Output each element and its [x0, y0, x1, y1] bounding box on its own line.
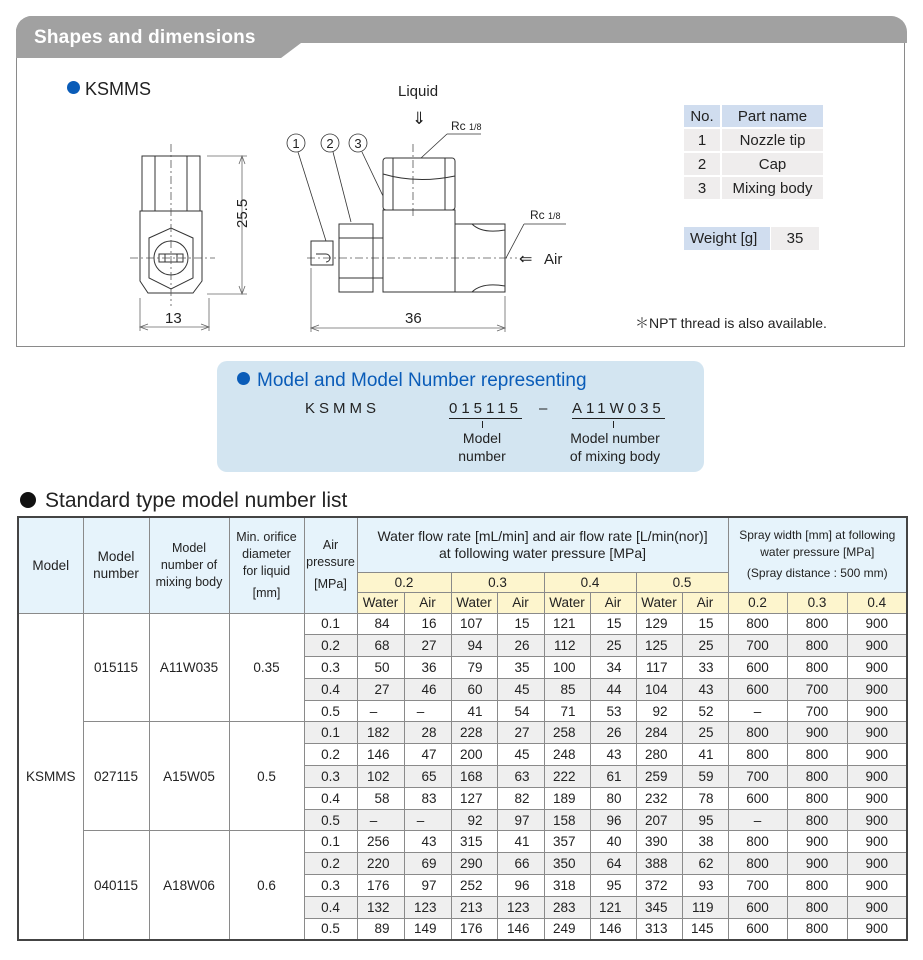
parts-header-no: No.: [684, 105, 720, 127]
cell-air-flow: 43: [682, 678, 728, 700]
cell-spray-width: 600: [728, 918, 787, 940]
cell-air-pressure: 0.3: [304, 657, 357, 679]
cell-air-flow: 15: [497, 613, 544, 635]
cell-air-flow: 26: [590, 722, 636, 744]
cell-water-flow: 372: [636, 875, 682, 897]
cell-air-flow: 69: [404, 853, 451, 875]
cell-air-flow: 123: [497, 896, 544, 918]
cell-spray-width: 800: [728, 613, 787, 635]
cell-air-flow: 41: [497, 831, 544, 853]
table-row: [18, 831, 907, 853]
header-line: for liquid: [242, 563, 291, 578]
cell-air-flow: –: [404, 809, 451, 831]
cell-spray-width: 800: [787, 657, 847, 679]
cell-water-flow: 127: [451, 787, 497, 809]
cell-water-flow: 249: [544, 918, 590, 940]
cell-air-flow: 121: [590, 896, 636, 918]
cell-water-flow: 129: [636, 613, 682, 635]
cell-air-flow: 149: [404, 918, 451, 940]
cell-air-flow: 83: [404, 787, 451, 809]
cell-model-number: 040115: [83, 831, 149, 940]
cell-air-pressure: 0.2: [304, 744, 357, 766]
header-water: Water: [544, 592, 590, 613]
header-mixing-body: [149, 517, 229, 613]
cell-water-flow: 290: [451, 853, 497, 875]
cell-water-flow: 117: [636, 657, 682, 679]
caption-line: of mixing body: [569, 448, 661, 464]
cell-air-flow: 123: [404, 896, 451, 918]
cell-air-flow: 15: [590, 613, 636, 635]
code-number-tick: [482, 421, 483, 428]
cell-air-pressure: 0.3: [304, 875, 357, 897]
cell-air-flow: 43: [404, 831, 451, 853]
cell-water-flow: 280: [636, 744, 682, 766]
cell-water-flow: 259: [636, 766, 682, 788]
cell-air-flow: 95: [590, 875, 636, 897]
header-model-number: [83, 517, 149, 613]
cell-spray-width: 900: [787, 831, 847, 853]
shapes-dimensions-panel: [16, 16, 905, 347]
header-spray-p-0-2: 0.2: [728, 592, 787, 613]
cell-air-flow: 44: [590, 678, 636, 700]
npt-note: ＊NPT thread is also available.: [635, 315, 827, 331]
header-line: diameter: [242, 546, 291, 561]
cell-orifice: 0.6: [229, 831, 304, 940]
cell-air-flow: 33: [682, 657, 728, 679]
caption-line: number: [458, 448, 506, 464]
list-title-text: Standard type model number list: [45, 489, 348, 512]
dim-length: 36: [405, 310, 422, 327]
caption-line: Model: [462, 430, 502, 446]
cell-water-flow: 182: [357, 722, 404, 744]
header-line: number: [93, 566, 139, 582]
cell-water-flow: 228: [451, 722, 497, 744]
cell-air-pressure: 0.3: [304, 766, 357, 788]
cell-water-flow: 71: [544, 700, 590, 722]
callout-2: 2: [326, 136, 334, 151]
cell-mixing-body: A15W05: [149, 722, 229, 831]
cell-model-number: 015115: [83, 613, 149, 722]
model-number-title-text: Model and Model Number representing: [257, 370, 587, 391]
header-line: [mm]: [252, 585, 281, 600]
model-label-text: KSMMS: [85, 79, 152, 99]
cell-air-flow: 95: [682, 809, 728, 831]
cell-spray-width: 900: [787, 853, 847, 875]
part-no: 3: [684, 177, 720, 199]
liquid-down-arrow-icon: ⇓: [412, 109, 427, 128]
cell-spray-width: 700: [728, 766, 787, 788]
cell-spray-width: –: [728, 809, 787, 831]
header-line: Water flow rate [mL/min] and air flow rate [L/min(nor)]: [377, 527, 708, 544]
cell-air-flow: 65: [404, 766, 451, 788]
cell-air-flow: 52: [682, 700, 728, 722]
cell-spray-width: 700: [787, 700, 847, 722]
header-line: at following water pressure [MPa]: [439, 544, 646, 561]
cell-air-flow: 25: [590, 635, 636, 657]
header-air: Air: [590, 592, 636, 613]
cell-spray-width: 600: [728, 896, 787, 918]
cell-mixing-body: A11W035: [149, 613, 229, 722]
cell-water-flow: 357: [544, 831, 590, 853]
part-name: Cap: [722, 153, 823, 175]
cell-spray-width: 800: [787, 766, 847, 788]
mixing-body-top: [383, 158, 455, 210]
cell-air-flow: 96: [590, 809, 636, 831]
cell-water-flow: 390: [636, 831, 682, 853]
cell-water-flow: 220: [357, 853, 404, 875]
cell-air-flow: 28: [404, 722, 451, 744]
cell-water-flow: 89: [357, 918, 404, 940]
cell-spray-width: 900: [847, 700, 907, 722]
cell-water-flow: 200: [451, 744, 497, 766]
cell-water-flow: –: [357, 700, 404, 722]
air-label: Air: [544, 251, 563, 268]
cell-spray-width: 800: [787, 635, 847, 657]
header-spray-p-0-3: 0.3: [787, 592, 847, 613]
cell-water-flow: 248: [544, 744, 590, 766]
caption-model-number: [452, 429, 512, 465]
cell-water-flow: 92: [636, 700, 682, 722]
callout-1: 1: [292, 136, 300, 151]
cell-air-flow: 47: [404, 744, 451, 766]
cell-water-flow: 313: [636, 918, 682, 940]
cell-air-pressure: 0.5: [304, 809, 357, 831]
cell-water-flow: 92: [451, 809, 497, 831]
cell-air-flow: 15: [682, 613, 728, 635]
cell-water-flow: 318: [544, 875, 590, 897]
thread-top-label: Rc 1/8: [451, 119, 482, 133]
liquid-label: Liquid: [398, 83, 439, 100]
cell-spray-width: 700: [728, 875, 787, 897]
cell-air-flow: 53: [590, 700, 636, 722]
header-model: Model: [18, 517, 83, 613]
table-body: [18, 613, 907, 940]
cell-spray-width: 700: [787, 678, 847, 700]
header-air: Air: [682, 592, 728, 613]
cell-water-flow: 50: [357, 657, 404, 679]
cell-water-flow: 27: [357, 678, 404, 700]
parts-row: [684, 153, 823, 175]
cell-air-flow: 35: [497, 657, 544, 679]
cell-air-flow: 93: [682, 875, 728, 897]
cell-air-flow: 25: [682, 635, 728, 657]
air-left-arrow-icon: ⇐: [519, 251, 533, 268]
header-line: Model: [97, 549, 135, 565]
cell-water-flow: 84: [357, 613, 404, 635]
code-separator: –: [539, 400, 552, 417]
cell-water-flow: 350: [544, 853, 590, 875]
cell-water-flow: 60: [451, 678, 497, 700]
header-air-pressure: [304, 517, 357, 613]
parts-table: [682, 103, 825, 201]
cell-water-flow: –: [357, 809, 404, 831]
cell-spray-width: 900: [847, 744, 907, 766]
cell-air-flow: 119: [682, 896, 728, 918]
cell-spray-width: 800: [787, 896, 847, 918]
caption-line: Model number: [570, 430, 660, 446]
header-flow-p-0-3: 0.3: [451, 572, 544, 592]
header-line: [MPa]: [314, 577, 347, 592]
cell-water-flow: 158: [544, 809, 590, 831]
cell-spray-width: 900: [847, 896, 907, 918]
part-name: Nozzle tip: [722, 129, 823, 151]
header-flow-p-0-4: 0.4: [544, 572, 636, 592]
header-line: pressure: [306, 555, 355, 570]
part-no: 1: [684, 129, 720, 151]
parts-row: [684, 129, 823, 151]
cell-water-flow: 102: [357, 766, 404, 788]
cell-water-flow: 252: [451, 875, 497, 897]
technical-drawing: [112, 66, 582, 336]
cell-air-flow: 38: [682, 831, 728, 853]
cell-water-flow: 284: [636, 722, 682, 744]
cell-spray-width: 900: [847, 678, 907, 700]
cell-water-flow: 207: [636, 809, 682, 831]
cell-air-flow: 54: [497, 700, 544, 722]
cell-air-flow: 46: [404, 678, 451, 700]
cell-water-flow: 94: [451, 635, 497, 657]
cell-air-flow: 27: [404, 635, 451, 657]
header-air: Air: [404, 592, 451, 613]
table-row: [18, 722, 907, 744]
cell-water-flow: 222: [544, 766, 590, 788]
header-line: (Spray distance : 500 mm): [746, 566, 888, 581]
header-line: Spray width [mm] at following: [739, 528, 896, 543]
cell-air-flow: 16: [404, 613, 451, 635]
cell-water-flow: 112: [544, 635, 590, 657]
bullet-dot-icon: [67, 81, 80, 94]
cell-water-flow: 315: [451, 831, 497, 853]
cell-water-flow: 256: [357, 831, 404, 853]
cell-spray-width: 800: [728, 722, 787, 744]
cell-water-flow: 132: [357, 896, 404, 918]
cell-air-pressure: 0.4: [304, 678, 357, 700]
cell-spray-width: 900: [847, 766, 907, 788]
code-body: A11W035: [572, 400, 665, 417]
cell-spray-width: 800: [787, 744, 847, 766]
table-row: [18, 613, 907, 635]
cell-water-flow: 68: [357, 635, 404, 657]
parts-row: [684, 177, 823, 199]
part-no: 2: [684, 153, 720, 175]
header-flow-p-0-2: 0.2: [357, 572, 451, 592]
header-line: Min. orifice: [236, 529, 297, 544]
header-water: Water: [636, 592, 682, 613]
cell-air-flow: 45: [497, 678, 544, 700]
cell-air-flow: 43: [590, 744, 636, 766]
header-water: Water: [451, 592, 497, 613]
cell-air-pressure: 0.1: [304, 831, 357, 853]
cell-air-flow: 145: [682, 918, 728, 940]
cell-air-pressure: 0.2: [304, 853, 357, 875]
cell-air-flow: 64: [590, 853, 636, 875]
cell-air-flow: 97: [497, 809, 544, 831]
dim-height: 25.5: [234, 198, 251, 228]
cell-spray-width: 900: [847, 809, 907, 831]
weight-table: [683, 226, 820, 251]
cell-water-flow: 104: [636, 678, 682, 700]
cell-air-flow: 78: [682, 787, 728, 809]
cell-air-flow: 45: [497, 744, 544, 766]
cell-air-pressure: 0.1: [304, 613, 357, 635]
cell-air-pressure: 0.4: [304, 896, 357, 918]
cell-model: KSMMS: [18, 613, 83, 940]
cell-air-flow: 80: [590, 787, 636, 809]
cell-water-flow: 388: [636, 853, 682, 875]
weight-label: Weight [g]: [684, 227, 770, 250]
mixing-body: [383, 210, 455, 292]
cell-water-flow: 85: [544, 678, 590, 700]
cell-air-flow: 146: [590, 918, 636, 940]
cell-air-flow: 26: [497, 635, 544, 657]
cell-spray-width: 600: [728, 787, 787, 809]
cell-mixing-body: A18W06: [149, 831, 229, 940]
cell-water-flow: 100: [544, 657, 590, 679]
cell-water-flow: 176: [357, 875, 404, 897]
cell-spray-width: 800: [787, 918, 847, 940]
cell-water-flow: 121: [544, 613, 590, 635]
cell-air-flow: 96: [497, 875, 544, 897]
cell-spray-width: 900: [847, 853, 907, 875]
cell-air-flow: 25: [682, 722, 728, 744]
code-model: KSMMS: [305, 400, 381, 417]
cell-spray-width: 900: [847, 635, 907, 657]
cell-water-flow: 283: [544, 896, 590, 918]
cell-air-pressure: 0.1: [304, 722, 357, 744]
cell-water-flow: 146: [357, 744, 404, 766]
cell-air-pressure: 0.5: [304, 700, 357, 722]
cell-water-flow: 107: [451, 613, 497, 635]
callout-3: 3: [354, 136, 362, 151]
cell-air-flow: 36: [404, 657, 451, 679]
cell-spray-width: 800: [787, 875, 847, 897]
cell-water-flow: 58: [357, 787, 404, 809]
cell-water-flow: 258: [544, 722, 590, 744]
cell-spray-width: 900: [847, 722, 907, 744]
header-line: number of: [160, 557, 218, 572]
code-body-tick: [613, 421, 614, 428]
header-air: Air: [497, 592, 544, 613]
cell-air-pressure: 0.2: [304, 635, 357, 657]
cell-water-flow: 41: [451, 700, 497, 722]
cell-air-flow: 40: [590, 831, 636, 853]
parts-header-name: Part name: [722, 105, 823, 127]
cell-spray-width: 700: [728, 635, 787, 657]
cell-air-flow: 66: [497, 853, 544, 875]
cell-spray-width: 900: [847, 613, 907, 635]
cell-spray-width: 800: [787, 809, 847, 831]
cell-air-flow: 82: [497, 787, 544, 809]
cell-water-flow: 168: [451, 766, 497, 788]
cell-model-number: 027115: [83, 722, 149, 831]
caption-mixing-body: [563, 429, 667, 465]
cell-air-flow: 59: [682, 766, 728, 788]
weight-value: 35: [771, 227, 819, 250]
cell-air-flow: –: [404, 700, 451, 722]
header-line: Model: [171, 540, 207, 555]
cell-air-flow: 62: [682, 853, 728, 875]
thread-side-label: Rc 1/8: [530, 208, 561, 222]
cell-spray-width: 900: [847, 657, 907, 679]
header-line: Air: [322, 538, 339, 553]
cell-spray-width: 800: [787, 787, 847, 809]
cell-orifice: 0.35: [229, 613, 304, 722]
cell-water-flow: 189: [544, 787, 590, 809]
cell-air-pressure: 0.5: [304, 918, 357, 940]
header-water: Water: [357, 592, 404, 613]
cell-spray-width: 900: [847, 787, 907, 809]
cell-water-flow: 232: [636, 787, 682, 809]
svg-text:13: 13: [165, 310, 182, 327]
header-flow-group: [357, 517, 728, 572]
cell-spray-width: 800: [728, 831, 787, 853]
cell-water-flow: 176: [451, 918, 497, 940]
header-orifice: [229, 517, 304, 613]
cell-spray-width: 800: [787, 613, 847, 635]
header-line: mixing body: [155, 574, 223, 589]
header-spray-group: [728, 517, 907, 592]
model-number-title: [237, 370, 587, 392]
cell-orifice: 0.5: [229, 722, 304, 831]
cell-water-flow: 125: [636, 635, 682, 657]
cell-air-flow: 97: [404, 875, 451, 897]
cell-air-pressure: 0.4: [304, 787, 357, 809]
cell-air-flow: 63: [497, 766, 544, 788]
header-flow-p-0-5: 0.5: [636, 572, 728, 592]
nozzle-tip: [311, 241, 333, 265]
model-number-table: [17, 516, 908, 941]
cell-air-flow: 61: [590, 766, 636, 788]
cell-spray-width: 900: [787, 722, 847, 744]
cell-spray-width: 600: [728, 678, 787, 700]
cell-air-flow: 34: [590, 657, 636, 679]
cell-spray-width: 900: [847, 918, 907, 940]
panel-title: Shapes and dimensions: [34, 27, 256, 48]
code-number: 015115: [449, 400, 522, 417]
cell-spray-width: 900: [847, 875, 907, 897]
cell-air-flow: 27: [497, 722, 544, 744]
cell-spray-width: 600: [728, 657, 787, 679]
part-name: Mixing body: [722, 177, 823, 199]
cell-spray-width: 900: [847, 831, 907, 853]
cell-spray-width: –: [728, 700, 787, 722]
model-number-box: [217, 361, 704, 472]
header-spray-p-0-4: 0.4: [847, 592, 907, 613]
header-line: water pressure [MPa]: [760, 545, 875, 560]
cell-spray-width: 800: [728, 853, 787, 875]
bullet-dot-icon: [20, 492, 36, 508]
cell-air-flow: 146: [497, 918, 544, 940]
cell-water-flow: 345: [636, 896, 682, 918]
list-title: [20, 489, 347, 513]
cell-water-flow: 79: [451, 657, 497, 679]
bullet-dot-icon: [237, 372, 250, 385]
cell-spray-width: 800: [728, 744, 787, 766]
cell-air-flow: 41: [682, 744, 728, 766]
cell-water-flow: 213: [451, 896, 497, 918]
